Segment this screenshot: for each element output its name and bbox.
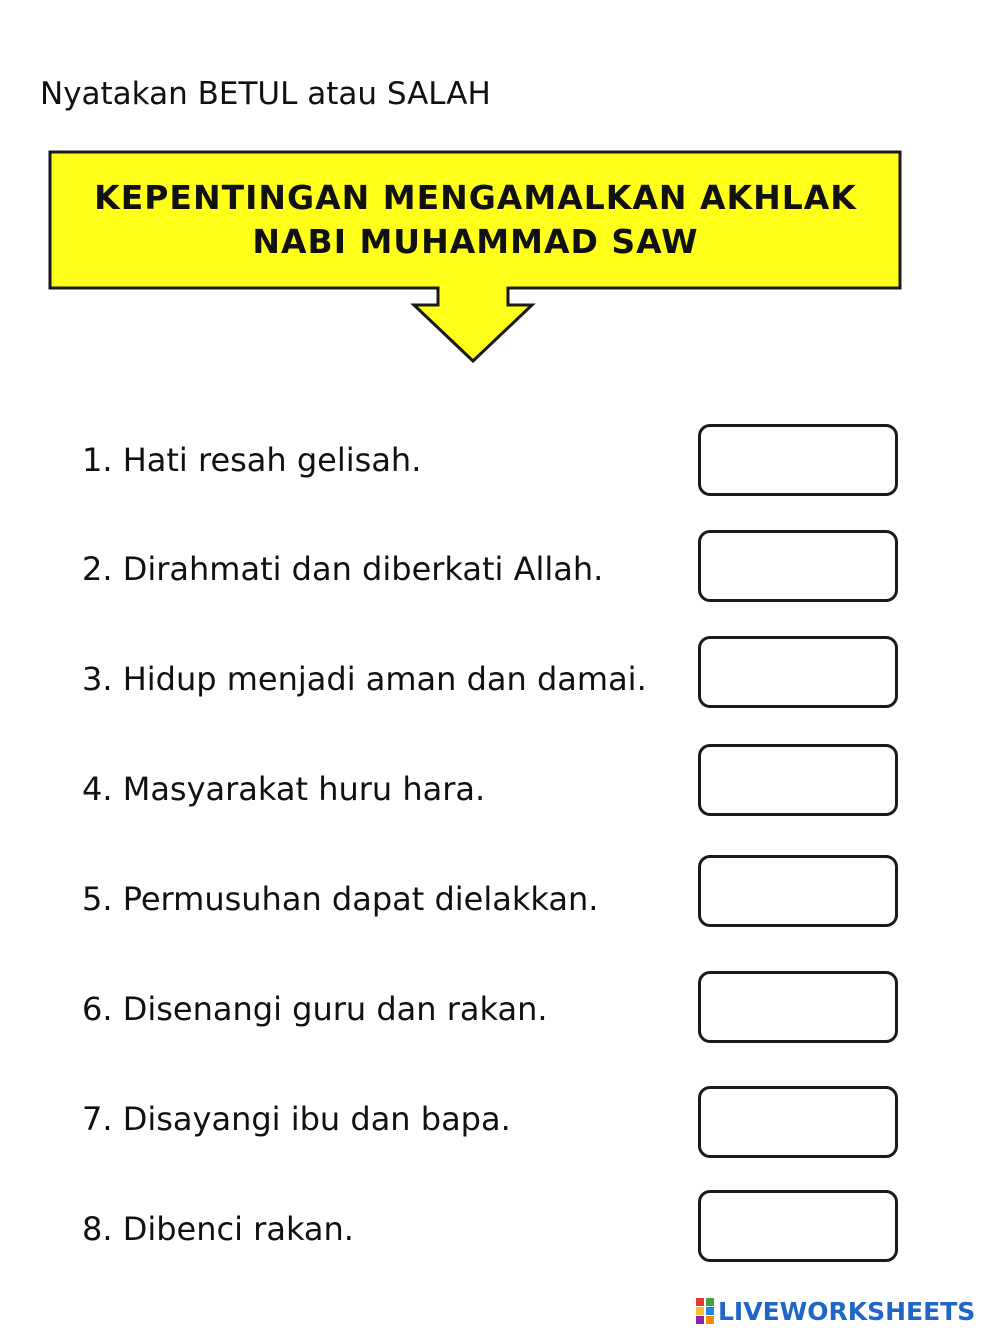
statement-2: 2. Dirahmati dan diberkati Allah. [82,550,604,588]
title-line-2: NABI MUHAMMAD SAW [252,222,699,261]
liveworksheets-brand [696,1296,975,1326]
title-heading [48,176,903,264]
answer-box-8[interactable] [698,1190,898,1262]
answer-box-5[interactable] [698,855,898,927]
statement-6: 6. Disenangi guru dan rakan. [82,990,548,1028]
statement-3: 3. Hidup menjadi aman dan damai. [82,660,647,698]
answer-box-1[interactable] [698,424,898,496]
statement-8: 8. Dibenci rakan. [82,1210,354,1248]
answer-box-7[interactable] [698,1086,898,1158]
answer-box-3[interactable] [698,636,898,708]
answer-box-4[interactable] [698,744,898,816]
brand-name: LIVEWORKSHEETS [718,1296,976,1326]
statement-7: 7. Disayangi ibu dan bapa. [82,1100,511,1138]
statement-5: 5. Permusuhan dapat dielakkan. [82,880,599,918]
title-banner [48,150,903,365]
liveworksheets-logo-icon [696,1298,714,1324]
statement-1: 1. Hati resah gelisah. [82,441,422,479]
instruction-text: Nyatakan BETUL atau SALAH [40,76,491,112]
statement-4: 4. Masyarakat huru hara. [82,770,486,808]
title-line-1: KEPENTINGAN MENGAMALKAN AKHLAK [94,178,857,217]
answer-box-6[interactable] [698,971,898,1043]
answer-box-2[interactable] [698,530,898,602]
